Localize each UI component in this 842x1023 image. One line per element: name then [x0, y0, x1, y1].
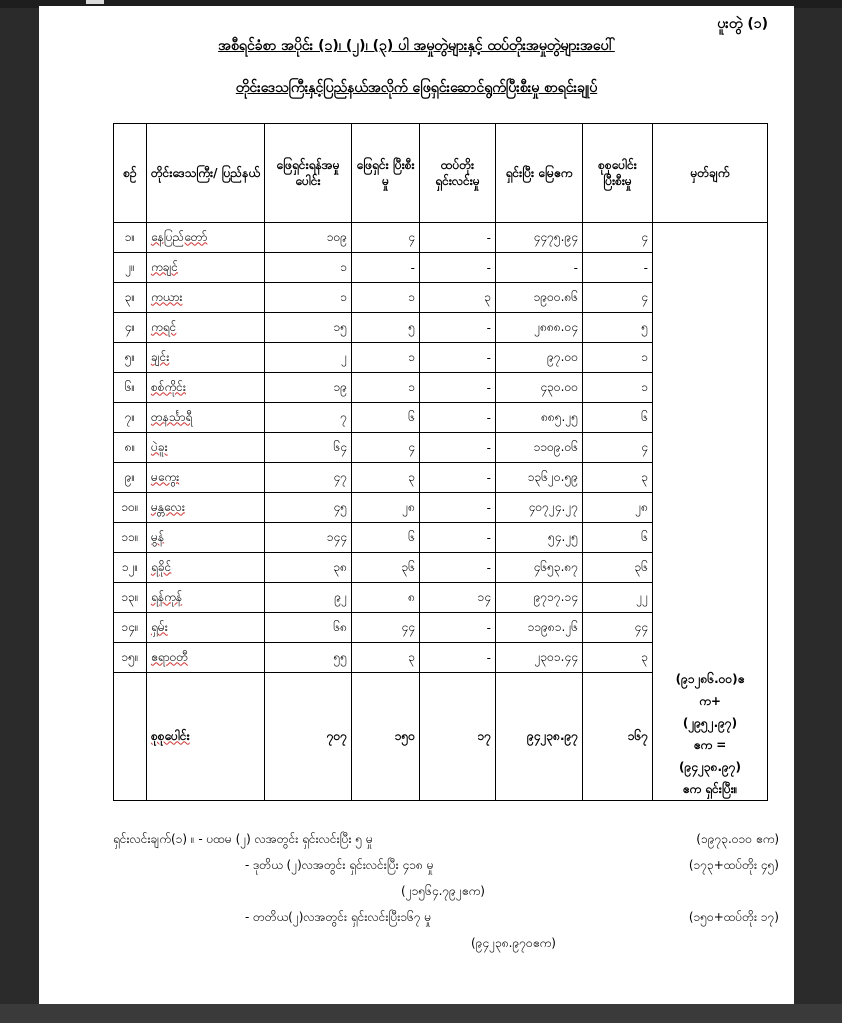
cell-cases: ၁၄၄	[265, 523, 352, 553]
cell-no: ၁၂။	[114, 553, 147, 583]
table-row	[114, 223, 768, 253]
cell-region: စစ်ကိုင်း	[147, 373, 265, 403]
cell-cases: ၁	[265, 253, 352, 283]
cell-acres: ၄၆၅၃.၈၇	[496, 553, 583, 583]
cell-added: -	[420, 313, 496, 343]
cell-total: ၄	[583, 433, 653, 463]
header-region: တိုင်းဒေသကြီး/ ပြည်နယ်	[147, 124, 265, 223]
cell-added: -	[420, 523, 496, 553]
cell-total-label: စုစုပေါင်း	[147, 673, 265, 801]
cell-done: ၁	[352, 343, 420, 373]
cell-no: ၄။	[114, 313, 147, 343]
cell-total: -	[583, 253, 653, 283]
cell-added: -	[420, 403, 496, 433]
cell-done: ၁	[352, 373, 420, 403]
cell-done: ၈	[352, 583, 420, 613]
header-remark: မှတ်ချက်	[653, 124, 768, 223]
cell-region: မွန်	[147, 523, 265, 553]
viewer-tab[interactable]	[86, 0, 104, 4]
cell-cases: ၁	[265, 283, 352, 313]
cell-done: ၄	[352, 433, 420, 463]
cell-total: ၄	[583, 223, 653, 253]
note-line2-left: - ဒုတိယ (၂)လအတွင်း ရှင်းလင်းပြီး ၄၁၈ မှု	[245, 858, 434, 872]
cell-total-total: ၁၆၇	[583, 673, 653, 801]
note-line2-right: (၁၇၃+ထပ်တိုး ၄၅)	[688, 858, 779, 872]
document-title-line1: အစီရင်ခံစာ အပိုင်း (၁)၊ (၂)၊ (၃) ပါ အမှုတွဲများနှင့် ထပ်တိုးအမှုတွဲများအပေါ်	[218, 38, 615, 54]
cell-added: -	[420, 553, 496, 583]
header-total: စုစုပေါင်း ပြီးစီးမှု	[583, 124, 653, 223]
cell-done: -	[352, 253, 420, 283]
cell-remark	[653, 223, 768, 801]
remark-line: (၂၉၅၂.၉၇)	[682, 716, 738, 730]
cell-region: ကရင်	[147, 313, 265, 343]
cell-acres: ၂၃၀၁.၄၄	[496, 643, 583, 673]
cell-done: ၄၄	[352, 613, 420, 643]
cell-added: -	[420, 343, 496, 373]
cell-done: ၂၈	[352, 493, 420, 523]
cell-added: -	[420, 433, 496, 463]
remark-line: (၉၄၂၃၈.၉၇)	[678, 760, 742, 774]
cell-no: ၆။	[114, 373, 147, 403]
note-line4-right: (၁၅၀+ထပ်တိုး ၁၇)	[688, 910, 779, 924]
cell-done: ၃	[352, 463, 420, 493]
cell-added: -	[420, 463, 496, 493]
cell-added: -	[420, 613, 496, 643]
cell-added: -	[420, 253, 496, 283]
cell-no: ၁၄။	[114, 613, 147, 643]
annex-label: ပူးတွဲ (၁)	[717, 16, 768, 32]
document-page	[39, 6, 794, 1004]
cell-no: ၁၅။	[114, 643, 147, 673]
cell-no: ၂။	[114, 253, 147, 283]
cell-cases: ၆၄	[265, 433, 352, 463]
cell-no: ၁၀။	[114, 493, 147, 523]
cell-acres: ၉၇.၀၀	[496, 343, 583, 373]
viewer-bottom-bar	[0, 1004, 842, 1023]
header-done: ဖြေရှင်း ပြီးစီးမှု	[352, 124, 420, 223]
cell-total: ၁	[583, 343, 653, 373]
cell-region: မန္တလေး	[147, 493, 265, 523]
cell-region: ကချင်	[147, 253, 265, 283]
cell-done: ၆	[352, 403, 420, 433]
cell-acres: ၈၈၅.၂၅	[496, 403, 583, 433]
cell-region: ပဲခူး	[147, 433, 265, 463]
header-acres: ရှင်းပြီး မြေဧက	[496, 124, 583, 223]
cell-done: ၄	[352, 223, 420, 253]
cell-no: ၇။	[114, 403, 147, 433]
cell-acres: ၁၁၀၉.၀၆	[496, 433, 583, 463]
cell-region: နေပြည်တော်	[147, 223, 265, 253]
cell-cases: ၆၈	[265, 613, 352, 643]
remark-line: ဧက =	[693, 738, 727, 752]
cell-no: ၁၃။	[114, 583, 147, 613]
remark-line: (၉၁၂၈၆.၀၀)ဧ	[675, 672, 745, 686]
cell-added: -	[420, 373, 496, 403]
cell-total: ၃	[583, 463, 653, 493]
cell-cases: ၁၅	[265, 313, 352, 343]
cell-no: ၈။	[114, 433, 147, 463]
cell-total-no	[114, 673, 147, 801]
remark-line: ဧက ရှင်းပြီး။	[682, 782, 738, 796]
note-line1-right: (၁၉၇၃.၀၁၀ ဧက)	[696, 832, 779, 846]
cell-acres: ၂၈၈၈.၀၄	[496, 313, 583, 343]
cell-region: မကွေး	[147, 463, 265, 493]
cell-acres: ၁၁၉၈၁.၂၆	[496, 613, 583, 643]
note-line1-left: ရှင်းလင်းချက်(၁) ။ - ပထမ (၂) လအတွင်း ရှင်းလင်းပြီး ၅ မှု	[113, 832, 373, 846]
summary-table	[113, 123, 768, 801]
cell-acres: ၄၀၇၂၄.၂၇	[496, 493, 583, 523]
cell-acres: ၄၄၇၅.၉၄	[496, 223, 583, 253]
header-cases: ဖြေရှင်းရန်အမှုပေါင်း	[265, 124, 352, 223]
cell-done: ၅	[352, 313, 420, 343]
note-line5: (၉၄၂၃၈.၉၇၀ဧက)	[471, 936, 556, 950]
cell-region: ဧရာဝတီ	[147, 643, 265, 673]
cell-added: -	[420, 643, 496, 673]
cell-acres: -	[496, 253, 583, 283]
cell-total: ၃၆	[583, 553, 653, 583]
cell-total: ၆	[583, 523, 653, 553]
cell-added: -	[420, 223, 496, 253]
header-added: ထပ်တိုး ရှင်းလင်းမှု	[420, 124, 496, 223]
cell-added: -	[420, 493, 496, 523]
cell-cases: ၁၉	[265, 373, 352, 403]
cell-acres: ၅၄.၂၅	[496, 523, 583, 553]
cell-acres: ၁၃၆၂၀.၅၉	[496, 463, 583, 493]
cell-done: ၆	[352, 523, 420, 553]
cell-cases: ၃၈	[265, 553, 352, 583]
cell-added: ၃	[420, 283, 496, 313]
note-line3: (၂၁၅၆၄.၇၉၂ဧက)	[401, 884, 485, 898]
notes-section	[113, 826, 793, 956]
cell-region: ရခိုင်	[147, 553, 265, 583]
cell-no: ၃။	[114, 283, 147, 313]
cell-region: ရှမ်း	[147, 613, 265, 643]
cell-region: တနင်္သာရီ	[147, 403, 265, 433]
cell-total: ၅	[583, 313, 653, 343]
cell-no: ၉။	[114, 463, 147, 493]
cell-cases: ၇	[265, 403, 352, 433]
cell-region: ကယား	[147, 283, 265, 313]
cell-total-acres: ၉၄၂၃၈.၉၇	[496, 673, 583, 801]
cell-done: ၃၆	[352, 553, 420, 583]
document-title-line2: တိုင်းဒေသကြီးနှင့်ပြည်နယ်အလိုက် ဖြေရှင်းဆောင်ရွက်ပြီးစီးမှု စာရင်းချုပ်	[235, 80, 598, 96]
cell-cases: ၄၇	[265, 463, 352, 493]
table-header-row	[114, 124, 768, 223]
cell-cases: ၉၂	[265, 583, 352, 613]
cell-cases: ၄၅	[265, 493, 352, 523]
cell-total: ၃	[583, 643, 653, 673]
cell-total: ၄၄	[583, 613, 653, 643]
cell-acres: ၁၉၀၀.၈၆	[496, 283, 583, 313]
cell-region: ရန်ကုန်	[147, 583, 265, 613]
cell-total: ၁	[583, 373, 653, 403]
cell-done: ၁	[352, 283, 420, 313]
header-no: စဉ်	[114, 124, 147, 223]
cell-total: ၄	[583, 283, 653, 313]
cell-total: ၂၈	[583, 493, 653, 523]
cell-acres: ၄၃၀.၀၀	[496, 373, 583, 403]
cell-total: ၆	[583, 403, 653, 433]
cell-total-cases: ၇၀၇	[265, 673, 352, 801]
cell-cases: ၁၀၉	[265, 223, 352, 253]
cell-total-done: ၁၅၀	[352, 673, 420, 801]
cell-added: ၁၄	[420, 583, 496, 613]
cell-cases: ၂	[265, 343, 352, 373]
cell-acres: ၉၇၁၇.၁၄	[496, 583, 583, 613]
cell-region: ချင်း	[147, 343, 265, 373]
cell-no: ၁။	[114, 223, 147, 253]
cell-done: ၃	[352, 643, 420, 673]
cell-no: ၁၁။	[114, 523, 147, 553]
cell-total-added: ၁၇	[420, 673, 496, 801]
cell-total: ၂၂	[583, 583, 653, 613]
cell-cases: ၅၅	[265, 643, 352, 673]
remark-line: က+	[699, 694, 721, 708]
note-line4-left: - တတိယ(၂)လအတွင်း ရှင်းလင်းပြီး၁၆၇ မှု	[245, 910, 432, 924]
cell-no: ၅။	[114, 343, 147, 373]
